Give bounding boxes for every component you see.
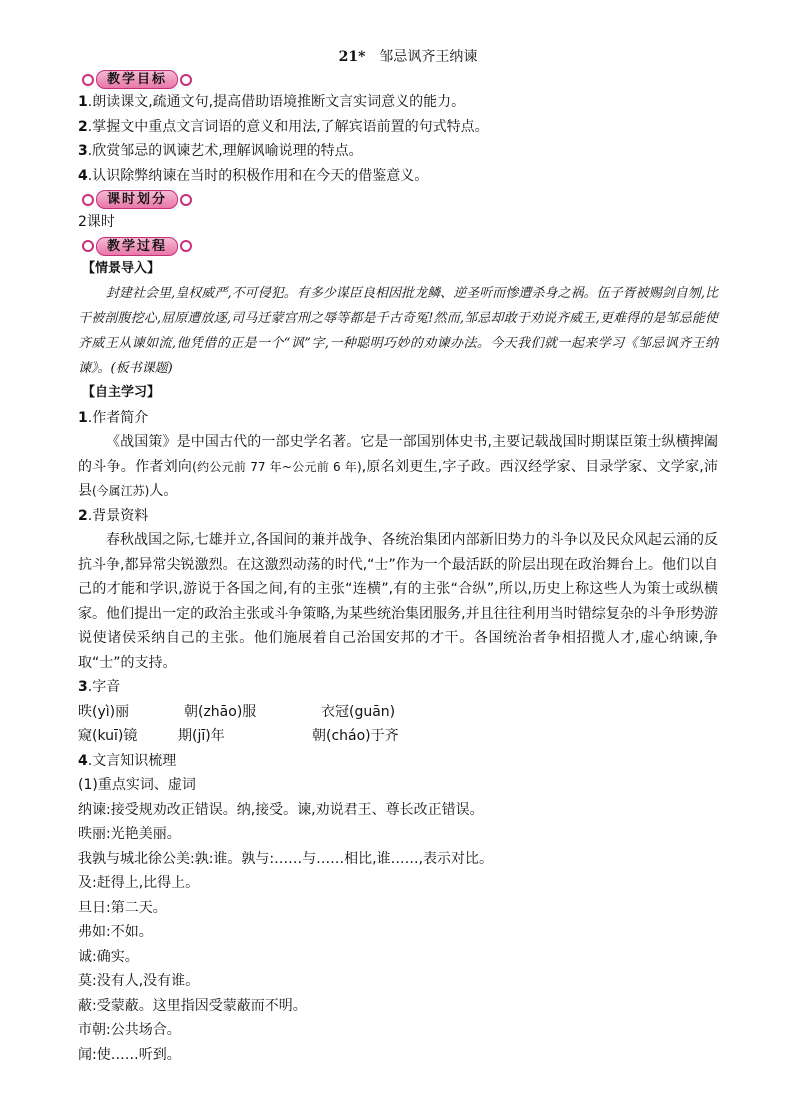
- author-paragraph: 《战国策》是中国古代的一部史学名著。它是一部国别体史书,主要记载战国时期谋臣策士纵横捭阖的斗争。作者刘向(约公元前 77 年~公元前 6 年),原名刘更生,字子政。西汉经学家、目录学家、文学家,沛县(今属江苏)人。: [78, 434, 718, 499]
- knowledge-heading: 4.文言知识梳理: [78, 752, 177, 769]
- section-banner-process: [82, 237, 192, 256]
- pronunciation-heading: 3.字音: [78, 679, 121, 695]
- knowledge-item: 诚:确实。: [78, 948, 139, 965]
- goal-item: 3.欣赏邹忌的讽谏艺术,理解讽喻说理的特点。: [78, 143, 363, 159]
- pronunciation-row: 窥(kuī)镜 期(jī)年 朝(cháo)于齐: [78, 728, 399, 744]
- pronunciation-row: 昳(yì)丽 朝(zhāo)服 衣冠(guān): [78, 703, 396, 720]
- lesson-title: [98, 46, 718, 68]
- section-banner-schedule: [82, 190, 192, 209]
- knowledge-item: 纳谏:接受规劝改正错误。纳,接受。谏,劝说君王、尊长改正错误。: [78, 801, 484, 818]
- knowledge-item: 我孰与城北徐公美:孰:谁。孰与:……与……相比,谁……,表示对比。: [78, 850, 494, 867]
- self-study-label: 【自主学习】: [82, 385, 161, 400]
- banner-cap-icon: [82, 240, 94, 252]
- knowledge-subheading: (1)重点实词、虚词: [78, 777, 196, 793]
- knowledge-item: 莫:没有人,没有谁。: [78, 973, 200, 989]
- banner-label: 教学过程: [96, 237, 178, 256]
- goal-item: 1.朗读课文,疏通文句,提高借助语境推断文言实词意义的能力。: [78, 94, 466, 110]
- schedule-text: 2课时: [78, 214, 115, 230]
- knowledge-item: 旦日:第二天。: [78, 899, 167, 916]
- banner-cap-icon: [82, 194, 94, 206]
- author-heading: 1.作者简介: [78, 409, 149, 426]
- background-paragraph: 春秋战国之际,七雄并立,各国间的兼并战争、各统治集团内部新旧势力的斗争以及民众风起云涌的反抗斗争,都异常尖锐激烈。在这激烈动荡的时代,“士”作为一个最活跃的阶层出现在政治舞台上。他们以自己的才能和学识,游说于各国之间,有的主张“连横”,有的主张“合纵”,所以,历史上称这些人为策士或纵横家。他们提出一定的政治主张或斗争策略,为某些统治集团服务,并且往往利用当时错综复杂的斗争形势游说使诸侯采纳自己的主张。他们施展着自己治国安邦的才干。各国统治者争相招揽人才,虚心纳谏,争取“士”的支持。: [78, 532, 718, 671]
- knowledge-item: 及:赶得上,比得上。: [78, 875, 200, 891]
- banner-cap-icon: [180, 74, 192, 86]
- banner-cap-icon: [180, 240, 192, 252]
- banner-label: 教学目标: [96, 70, 178, 89]
- section-banner-goals: [82, 70, 192, 89]
- lesson-number: 21*: [338, 49, 366, 65]
- banner-cap-icon: [82, 74, 94, 86]
- knowledge-item: 弗如:不如。: [78, 924, 153, 940]
- goal-item: 4.认识除弊纳谏在当时的积极作用和在今天的借鉴意义。: [78, 167, 429, 184]
- knowledge-item: 蔽:受蒙蔽。这里指因受蒙蔽而不明。: [78, 997, 307, 1014]
- lesson-title-text: 邹忌讽齐王纳谏: [379, 49, 478, 65]
- knowledge-item: 昳丽:光艳美丽。: [78, 826, 181, 842]
- intro-paragraph: 封建社会里,皇权威严,不可侵犯。有多少谋臣良相因批龙鳞、逆圣听而惨遭杀身之祸。伍子胥被赐剑自刎,比干被剖腹挖心,屈原遭放逐,司马迁蒙宫刑之辱等都是千古奇冤!然而,邹忌却敢于劝说齐威王,更难得的是邹忌能使齐威王从谏如流,他凭借的正是一个“讽”字,一种聪明巧妙的劝谏办法。今天我们就一起来学习《邹忌讽齐王纳谏》。(板书课题): [78, 286, 718, 376]
- background-heading: 2.背景资料: [78, 507, 149, 524]
- knowledge-item: 市朝:公共场合。: [78, 1022, 181, 1038]
- banner-cap-icon: [180, 194, 192, 206]
- document-page: [78, 46, 718, 1067]
- goal-item: 2.掌握文中重点文言词语的意义和用法,了解宾语前置的句式特点。: [78, 118, 489, 135]
- banner-label: 课时划分: [96, 190, 178, 209]
- knowledge-item: 闻:使……听到。: [78, 1046, 181, 1063]
- intro-label: 【情景导入】: [82, 260, 161, 276]
